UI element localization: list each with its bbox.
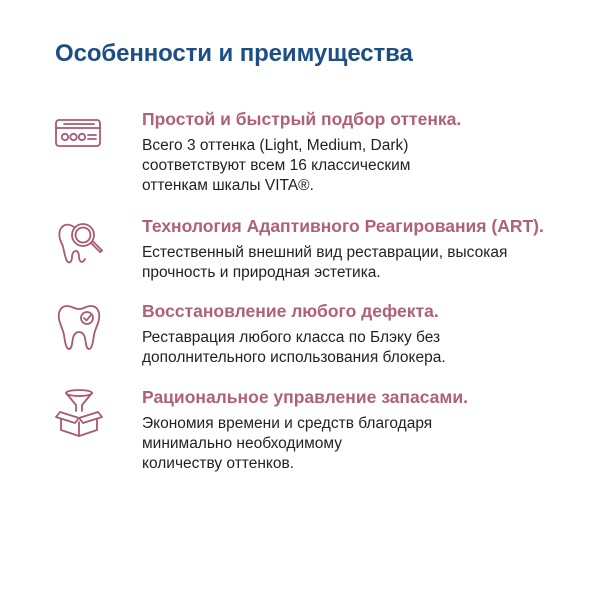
page-title: Особенности и преимущества <box>55 40 413 67</box>
feature-heading: Простой и быстрый подбор оттенка. <box>142 109 462 129</box>
feature-description <box>142 328 582 368</box>
tooth-magnifier-icon <box>54 217 104 267</box>
tooth-check-icon <box>54 302 104 352</box>
feature-heading: Восстановление любого дефекта. <box>142 301 439 321</box>
feature-text <box>142 215 582 283</box>
description-line: количеству оттенков. <box>142 455 295 472</box>
shade-palette-icon <box>54 110 104 160</box>
description-line: минимально необходимому <box>142 435 342 452</box>
description-line: Естественный внешний вид реставрации, высокая <box>142 244 508 261</box>
description-line: оттенкам шкалы VITA®. <box>142 177 314 194</box>
description-line: Реставрация любого класса по Блэку без <box>142 329 441 346</box>
funnel-box-icon <box>54 388 104 438</box>
description-line: Всего 3 оттенка (Light, Medium, Dark) <box>142 137 409 154</box>
feature-text <box>142 108 582 196</box>
feature-heading: Технология Адаптивного Реагирования (ART). <box>142 216 544 236</box>
description-line: соответствуют всем 16 классическим <box>142 157 411 174</box>
feature-text <box>142 386 582 474</box>
feature-description <box>142 243 582 283</box>
feature-text <box>142 300 582 368</box>
description-line: Экономия времени и средств благодаря <box>142 415 433 432</box>
feature-description <box>142 136 582 196</box>
feature-description <box>142 414 582 474</box>
feature-heading: Рациональное управление запасами. <box>142 387 468 407</box>
description-line: дополнительного использования блокера. <box>142 349 446 366</box>
description-line: прочность и природная эстетика. <box>142 264 381 281</box>
